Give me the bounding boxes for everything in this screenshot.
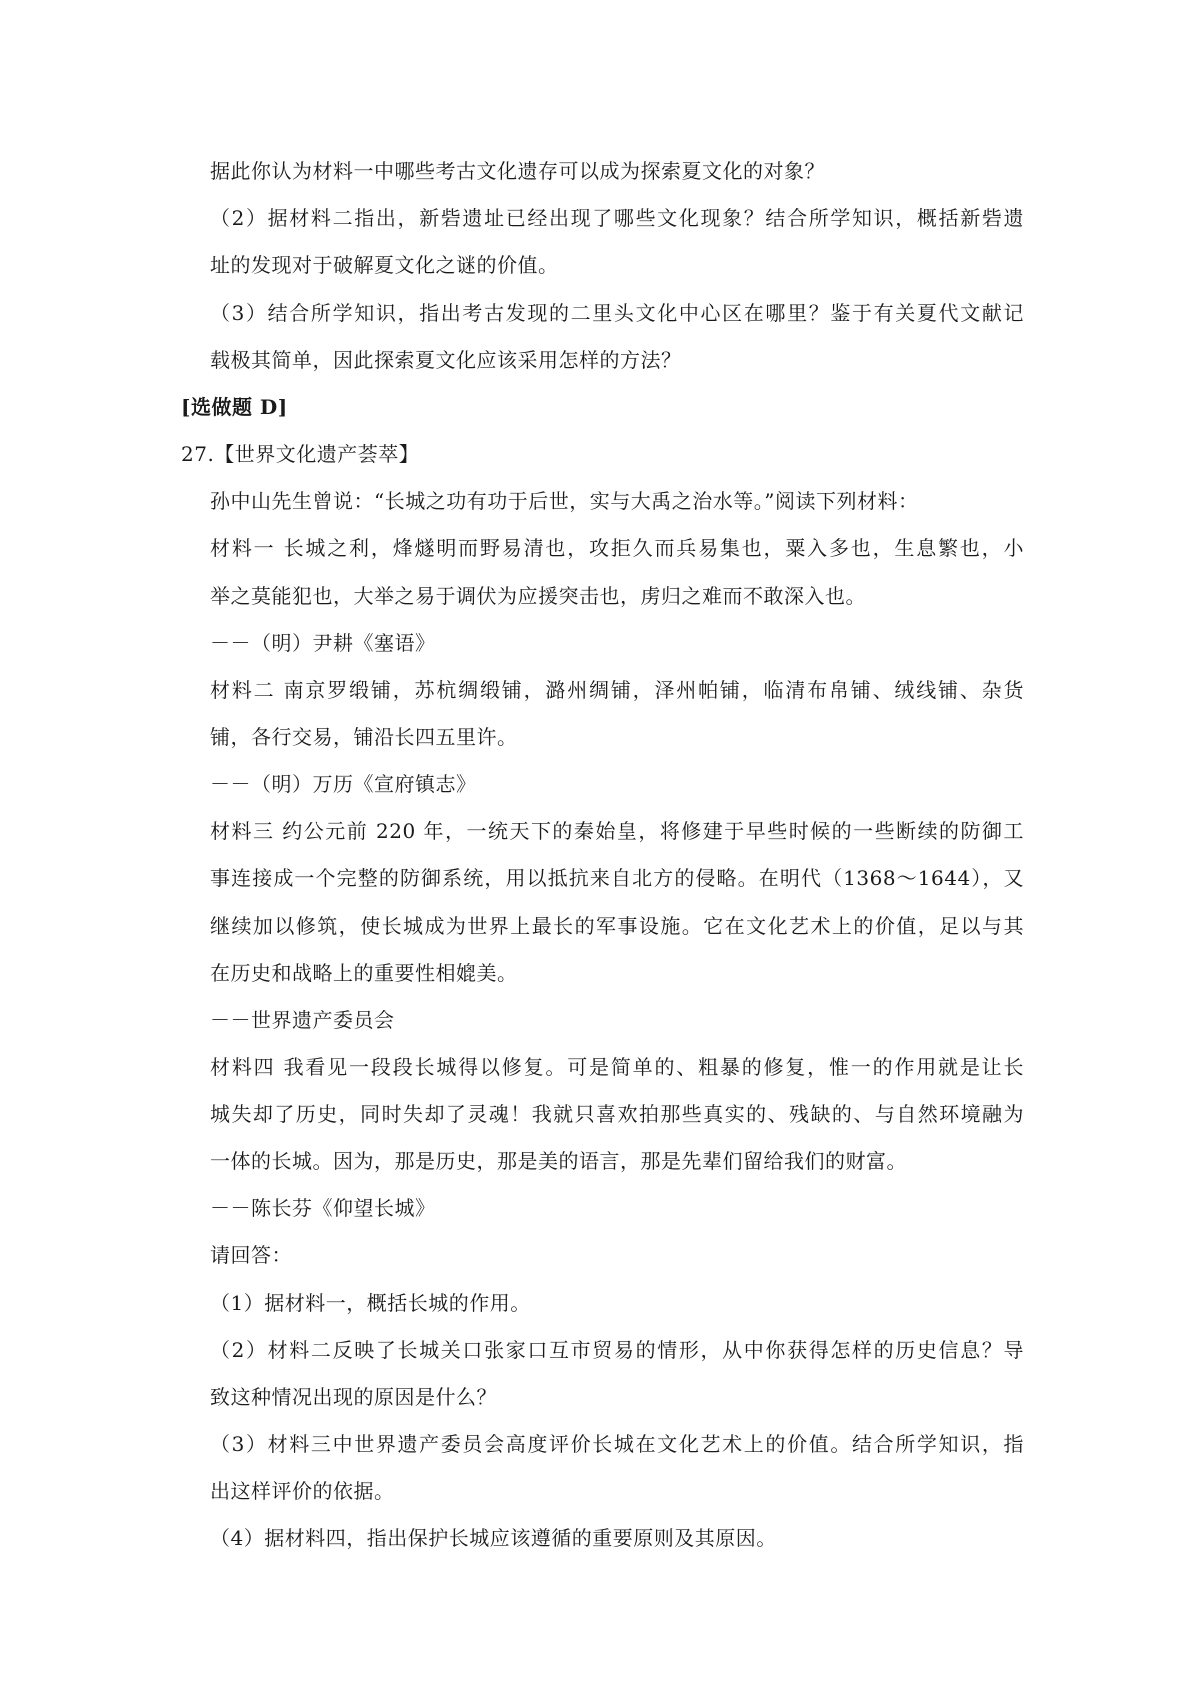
material-3-text: 材料三 约公元前 220 年，一统天下的秦始皇，将修建于早些时候的一些断续的防御工 [210, 819, 1024, 843]
sub-question-2-cont: 致这种情况出现的原因是什么？ [210, 1385, 497, 1409]
material-1-text: 材料一 长城之利，烽燧明而野易清也，攻拒久而兵易集也，粟入多也，生息繁也，小 [210, 536, 1024, 560]
sub-question-1: （1）据材料一，概括长城的作用。 [210, 1291, 531, 1315]
question-2-text: （2）据材料二指出，新砦遗址已经出现了哪些文化现象？结合所学知识，概括新砦遗 [210, 206, 1024, 230]
sub-question-2: （2）材料二反映了长城关口张家口互市贸易的情形，从中你获得怎样的历史信息？导 [210, 1338, 1024, 1362]
answer-prompt: 请回答： [210, 1243, 292, 1267]
material-3-text-cont: 事连接成一个完整的防御系统，用以抵抗来自北方的侵略。在明代（1368～1644），又 [210, 866, 1024, 890]
text-line: 据此你认为材料一中哪些考古文化遗存可以成为探索夏文化的对象？ [210, 159, 825, 183]
material-4-text: 材料四 我看见一段段长城得以修复。可是简单的、粗暴的修复，惟一的作用就是让长 [210, 1055, 1024, 1079]
material-2-source: －－（明）万历《宣府镇志》 [210, 772, 477, 796]
sub-question-3: （3）材料三中世界遗产委员会高度评价长城在文化艺术上的价值。结合所学知识，指 [210, 1432, 1024, 1456]
sub-question-4: （4）据材料四，指出保护长城应该遵循的重要原则及其原因。 [210, 1526, 777, 1550]
material-4-source: －－陈长芬《仰望长城》 [210, 1196, 436, 1220]
material-1-text-cont: 举之莫能犯也，大举之易于调伏为应援突击也，虏归之难而不敢深入也。 [210, 584, 866, 608]
material-4-text-cont: 一体的长城。因为，那是历史，那是美的语言，那是先辈们留给我们的财富。 [210, 1149, 907, 1173]
intro-text: 孙中山先生曾说：“长城之功有功于后世，实与大禹之治水等。”阅读下列材料： [210, 489, 919, 513]
section-heading: [选做题 D] [181, 395, 288, 419]
sub-question-3-cont: 出这样评价的依据。 [210, 1479, 395, 1503]
question-3-text-cont: 载极其简单，因此探索夏文化应该采用怎样的方法？ [210, 348, 682, 372]
material-3-source: －－世界遗产委员会 [210, 1008, 395, 1032]
material-3-text-cont: 在历史和战略上的重要性相媲美。 [210, 961, 518, 985]
question-2-text-cont: 址的发现对于破解夏文化之谜的价值。 [210, 253, 559, 277]
question-3-text: （3）结合所学知识，指出考古发现的二里头文化中心区在哪里？鉴于有关夏代文献记 [210, 301, 1024, 325]
material-3-text-cont: 继续加以修筑，使长城成为世界上最长的军事设施。它在文化艺术上的价值，足以与其 [210, 914, 1024, 938]
material-2-text: 材料二 南京罗缎铺，苏杭绸缎铺，潞州绸铺，泽州帕铺，临清布帛铺、绒线铺、杂货 [210, 678, 1024, 702]
question-27-title: 27.【世界文化遗产荟萃】 [181, 442, 420, 466]
material-2-text-cont: 铺，各行交易，铺沿长四五里许。 [210, 725, 518, 749]
material-4-text-cont: 城失却了历史，同时失却了灵魂！我就只喜欢拍那些真实的、残缺的、与自然环境融为 [210, 1102, 1024, 1126]
material-1-source: －－（明）尹耕《塞语》 [210, 631, 436, 655]
